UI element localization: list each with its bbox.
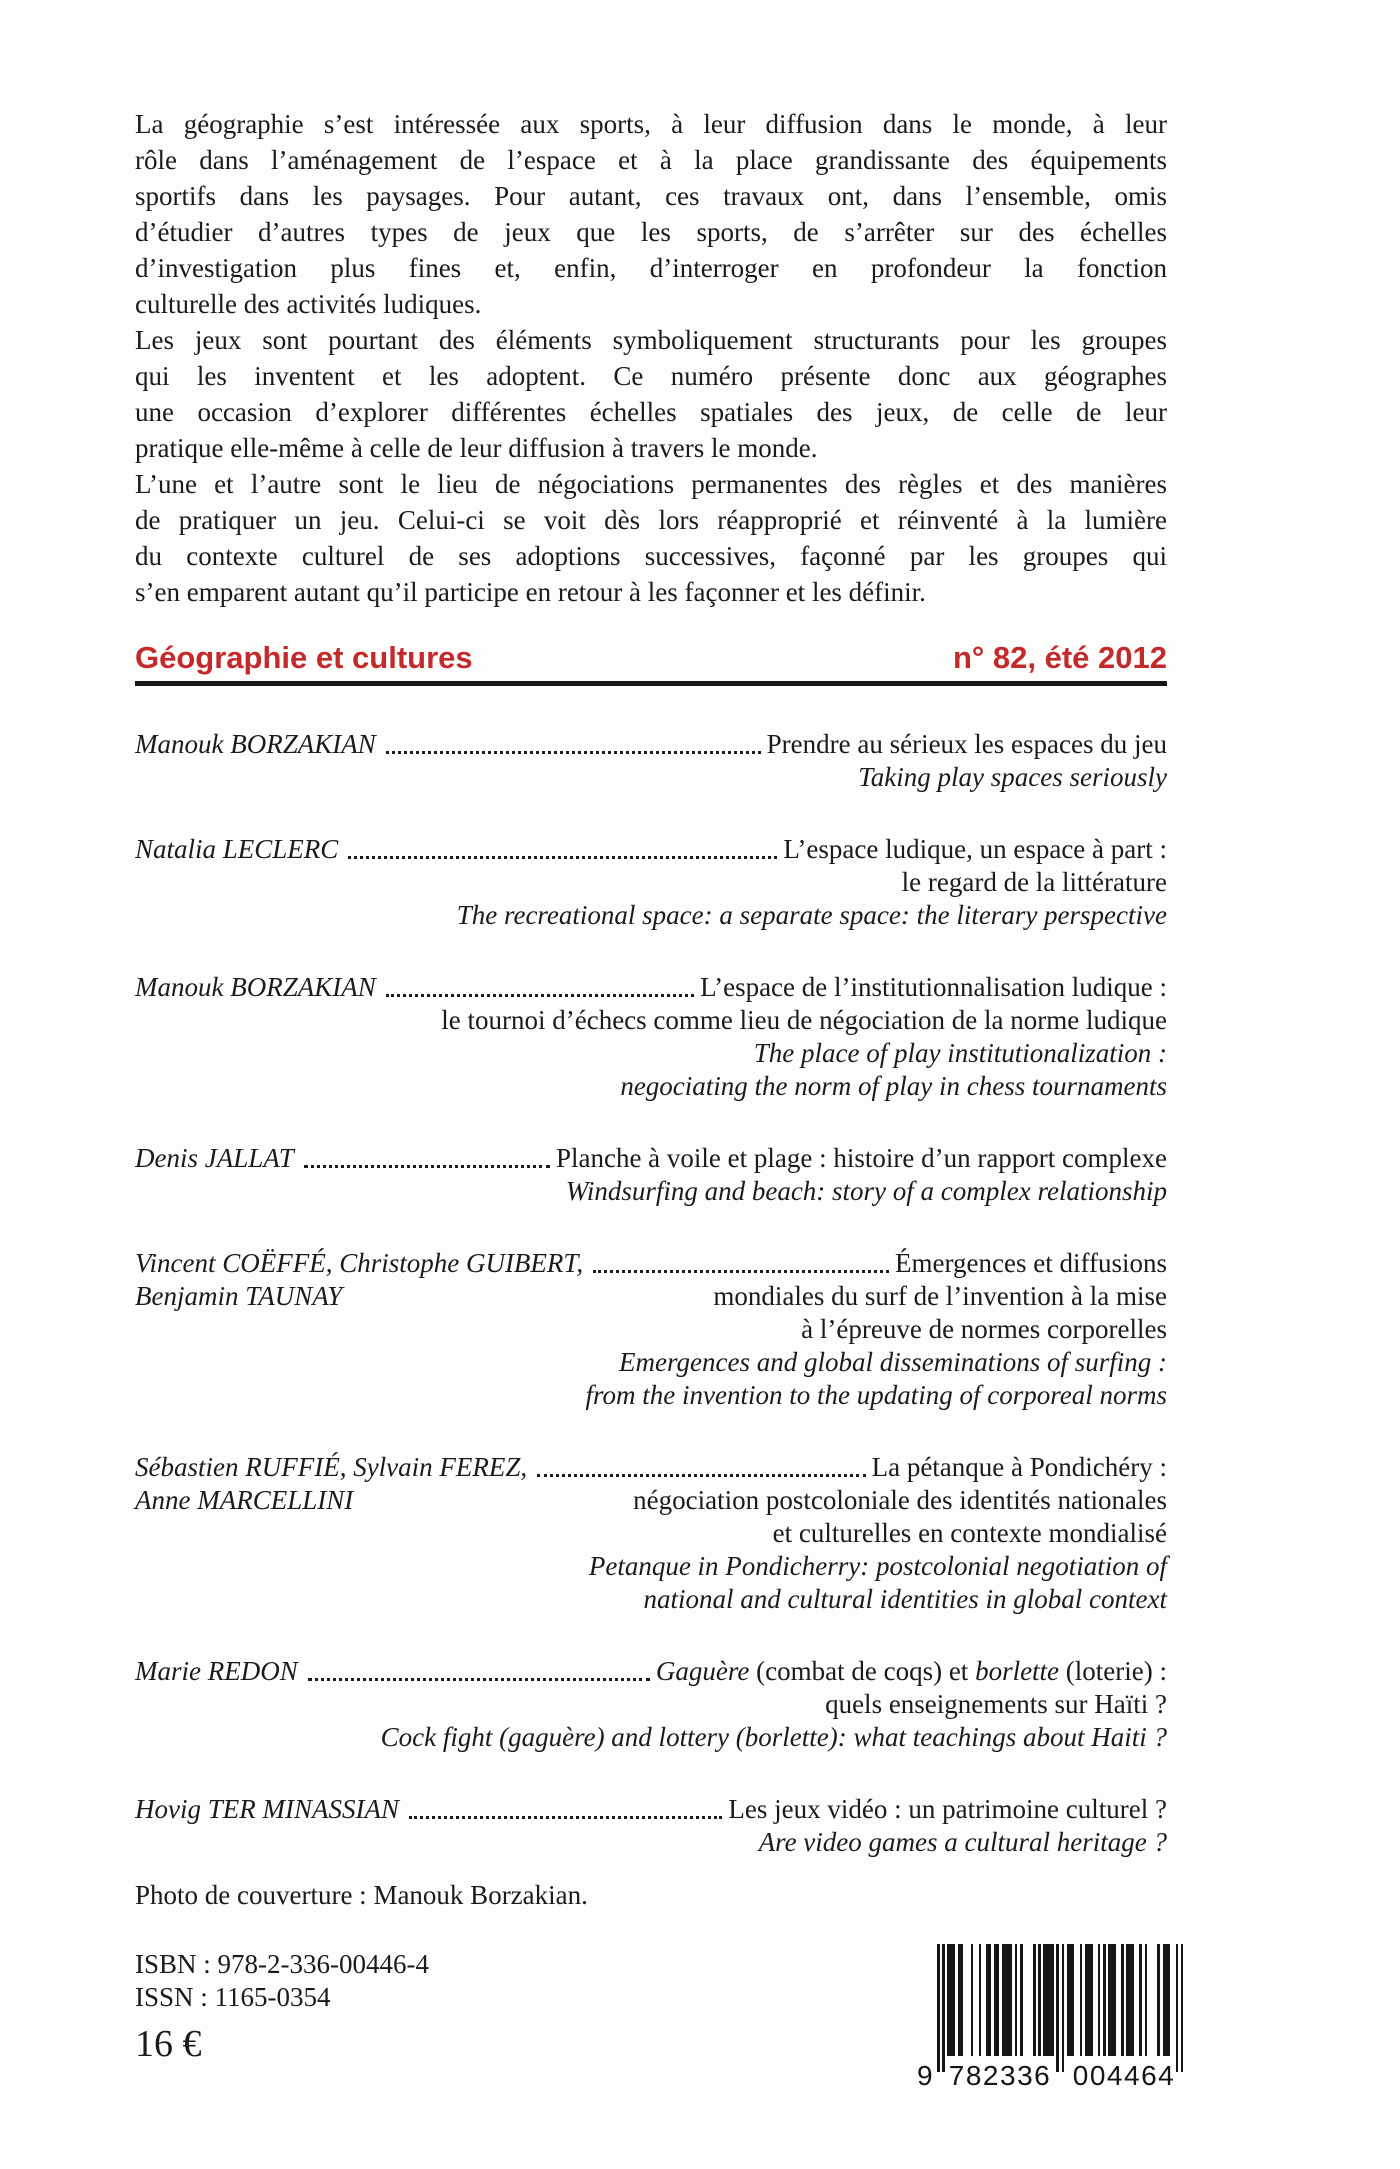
toc-title: Prendre au sérieux les espaces du jeu (766, 729, 1167, 759)
barcode-digits-left-group: 782336 (948, 2060, 1052, 2091)
issue-label: n° 82, été 2012 (952, 640, 1167, 675)
toc-leader-dots (386, 994, 694, 997)
intro-line: du contexte culturel de ses adoptions successives, façonné par les groupes qui (135, 541, 1167, 571)
ean13-barcode (917, 1944, 1197, 2092)
toc-title: Planche à voile et plage : histoire d’un rapport complexe (555, 1143, 1167, 1173)
toc-title-english: Taking play spaces seriously (858, 762, 1167, 792)
table-of-contents (135, 728, 1167, 1859)
intro-line: d’investigation plus fines et, enfin, d’interroger en profondeur la fonction (135, 253, 1167, 283)
toc-title-italic-word: borlette (975, 1656, 1060, 1686)
toc-title-cont: négociation postcoloniale des identités nationales (633, 1485, 1167, 1515)
intro-line: qui les inventent et les adoptent. Ce numéro présente donc aux géographes (135, 361, 1167, 391)
toc-leader-dots (348, 856, 777, 859)
toc-entry (135, 1142, 1167, 1208)
intro-line: sportifs dans les paysages. Pour autant, ces travaux ont, dans l’ensemble, omis (135, 181, 1167, 211)
toc-title-english: national and cultural identities in global context (643, 1584, 1167, 1614)
toc-title-cont: le tournoi d’échecs comme lieu de négociation de la norme ludique (441, 1005, 1167, 1035)
toc-title-english: negociating the norm of play in chess tournaments (620, 1071, 1167, 1101)
intro-line: de pratiquer un jeu. Celui-ci se voit dès lors réapproprié et réinventé à la lumière (135, 505, 1167, 535)
cover-photo-credit: Photo de couverture : Manouk Borzakian. (135, 1880, 588, 1910)
toc-leader-dots (308, 1678, 650, 1681)
toc-title-roman: (loterie) : (1059, 1656, 1167, 1686)
back-cover-content (135, 0, 1167, 2066)
toc-title-english: Windsurfing and beach: story of a complex relationship (565, 1176, 1167, 1206)
toc-title-english: Emergences and global disseminations of surfing : (619, 1347, 1167, 1377)
intro-line: d’étudier d’autres types de jeux que les sports, de s’arrêter sur des échelles (135, 217, 1167, 247)
toc-entry (135, 971, 1167, 1103)
toc-title: Les jeux vidéo : un patrimoine culturel ? (728, 1794, 1167, 1824)
intro-text (135, 106, 1167, 610)
toc-title: Émergences et diffusions (895, 1248, 1167, 1278)
intro-line: une occasion d’explorer différentes échelles spatiales des jeux, de celle de leur (135, 397, 1167, 427)
barcode-digits-right-group: 004464 (1072, 2060, 1176, 2091)
toc-entry (135, 833, 1167, 932)
toc-leader-dots (409, 1816, 722, 1819)
toc-title-cont: et culturelles en contexte mondialisé (772, 1518, 1167, 1548)
toc-leader-dots (593, 1270, 889, 1273)
toc-authors: Marie REDON (135, 1656, 298, 1686)
journal-title: Géographie et cultures (135, 640, 473, 675)
intro-line: rôle dans l’aménagement de l’espace et à la place grandissante des équipements (135, 145, 1167, 175)
intro-line: pratique elle-même à celle de leur diffusion à travers le monde. (135, 433, 818, 463)
toc-entry (135, 1247, 1167, 1412)
toc-title: La pétanque à Pondichéry : (871, 1452, 1167, 1482)
toc-entry (135, 728, 1167, 794)
toc-authors-second-line: Anne MARCELLINI (135, 1485, 354, 1515)
toc-authors: Hovig TER MINASSIAN (135, 1794, 399, 1824)
header-rule (135, 681, 1167, 686)
toc-entry (135, 1655, 1167, 1754)
toc-authors: Vincent COËFFÉ, Christophe GUIBERT, (135, 1248, 584, 1278)
toc-leader-dots (537, 1474, 865, 1477)
isbn-line: ISBN : 978-2-336-00446-4 (135, 1949, 429, 1979)
toc-authors: Manouk BORZAKIAN (135, 972, 376, 1002)
barcode-digit-first: 9 (917, 2060, 933, 2091)
barcode-bars (937, 1944, 1197, 2072)
toc-leader-dots (386, 751, 761, 754)
intro-line: Les jeux sont pourtant des éléments symboliquement structurants pour les groupes (135, 325, 1167, 355)
toc-title-italic-word: Gaguère (655, 1656, 750, 1686)
intro-line: culturelle des activités ludiques. (135, 289, 482, 319)
toc-title-english: Petanque in Pondicherry: postcolonial negotiation of (588, 1551, 1167, 1581)
toc-leader-dots (304, 1165, 550, 1168)
toc-title-roman: (combat de coqs) et (749, 1656, 976, 1686)
intro-line: s’en emparent autant qu’il participe en retour à les façonner et les définir. (135, 577, 926, 607)
toc-entry (135, 1793, 1167, 1859)
toc-title-cont: mondiales du surf de l’invention à la mise (713, 1281, 1167, 1311)
intro-line: La géographie s’est intéressée aux sports, à leur diffusion dans le monde, à leur (135, 109, 1167, 139)
toc-title-english: Cock fight (gaguère) and lottery (borlette): what teachings about Haiti ? (380, 1722, 1167, 1752)
toc-entry (135, 1451, 1167, 1616)
toc-title-cont: le regard de la littérature (901, 867, 1167, 897)
journal-header (135, 640, 1167, 686)
toc-title-english: The recreational space: a separate space: the literary perspective (456, 900, 1167, 930)
intro-line: L’une et l’autre sont le lieu de négociations permanentes des règles et des manières (135, 469, 1167, 499)
toc-authors: Sébastien RUFFIÉ, Sylvain FEREZ, (135, 1452, 528, 1482)
toc-title-english: Are video games a cultural heritage ? (758, 1827, 1167, 1857)
toc-title: L’espace de l’institutionnalisation ludique : (700, 972, 1167, 1002)
toc-title (656, 1655, 1167, 1688)
toc-title: L’espace ludique, un espace à part : (783, 834, 1167, 864)
toc-title-cont: quels enseignements sur Haïti ? (825, 1689, 1167, 1719)
toc-authors-second-line: Benjamin TAUNAY (135, 1281, 343, 1311)
toc-title-english: from the invention to the updating of corporeal norms (585, 1380, 1167, 1410)
toc-authors: Manouk BORZAKIAN (135, 729, 376, 759)
toc-authors: Natalia LECLERC (135, 834, 339, 864)
toc-authors: Denis JALLAT (135, 1143, 294, 1173)
toc-title-cont: à l’épreuve de normes corporelles (801, 1314, 1167, 1344)
toc-title-english: The place of play institutionalization : (753, 1038, 1167, 1068)
price-label: 16 € (135, 2023, 202, 2065)
issn-line: ISSN : 1165-0354 (135, 1982, 331, 2012)
